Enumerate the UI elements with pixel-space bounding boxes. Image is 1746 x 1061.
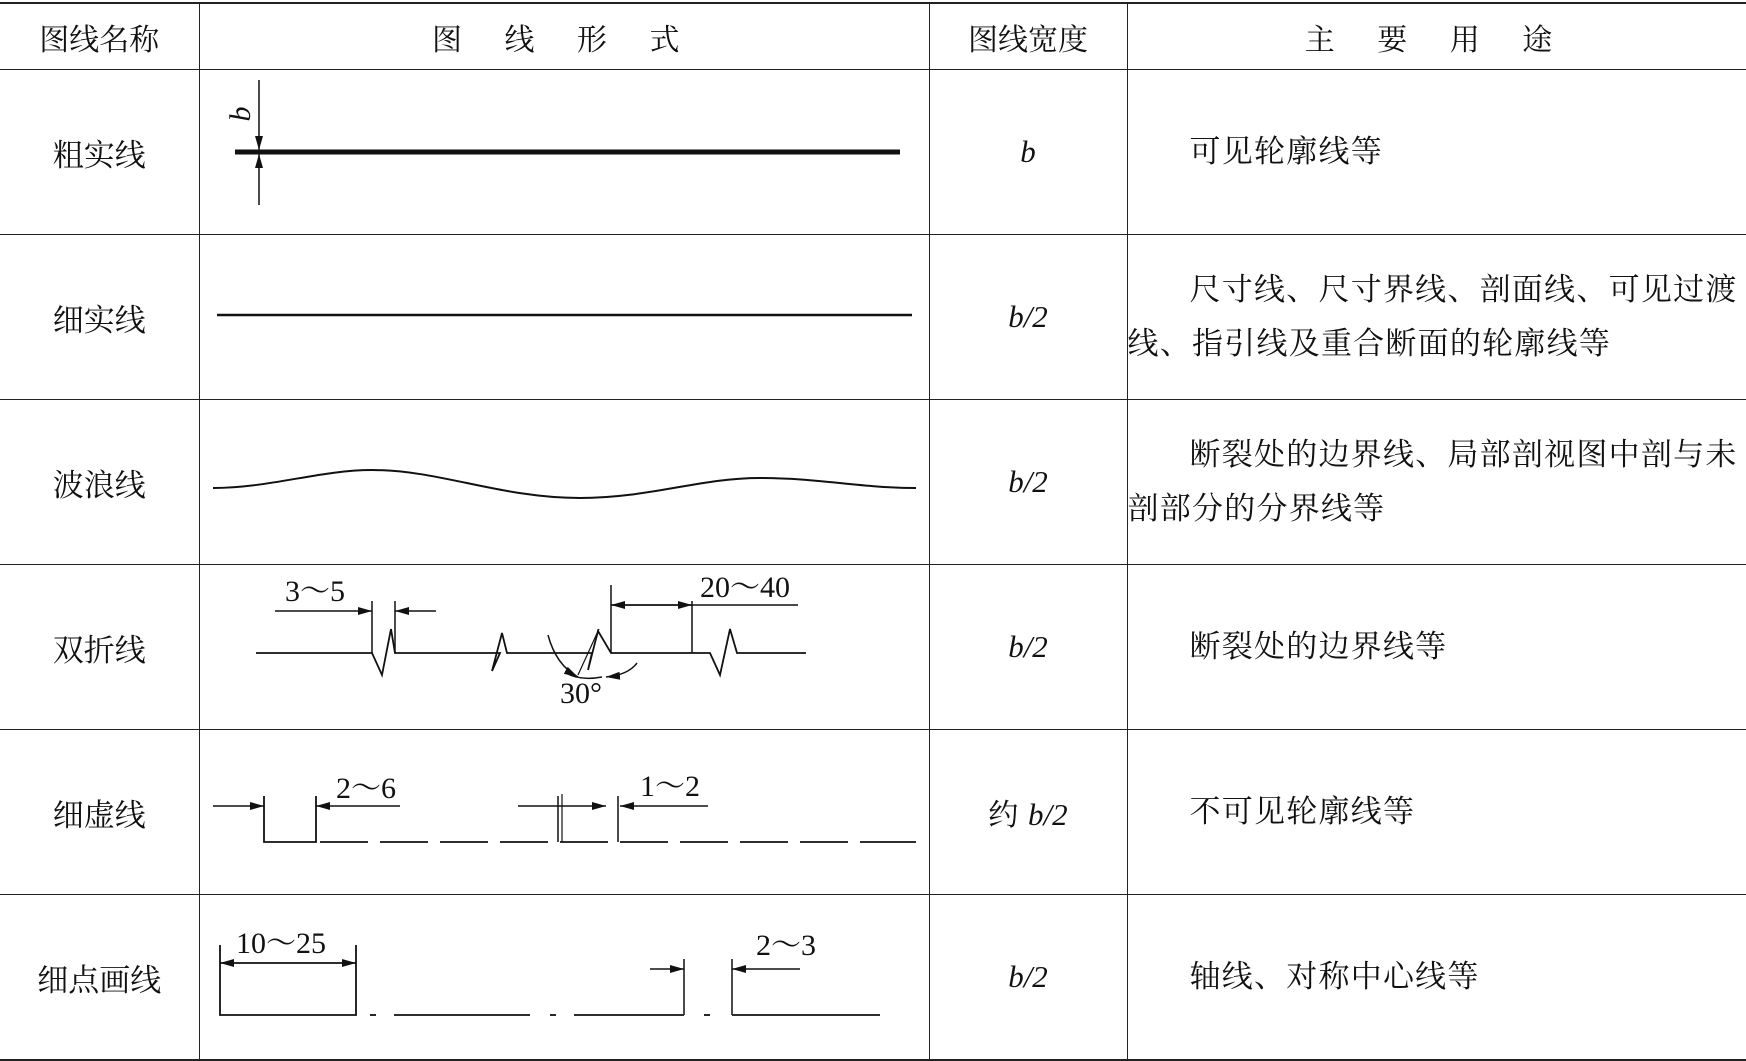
dimension-label-10-25: 10～25	[235, 927, 326, 960]
line-form-cell	[199, 565, 929, 730]
header-width: 图线宽度	[929, 3, 1127, 70]
line-width: b	[929, 70, 1127, 235]
line-usage: 断裂处的边界线、局部剖视图中剖与未剖部分的分界线等	[1127, 400, 1746, 565]
line-usage: 可见轮廓线等	[1127, 70, 1746, 235]
dimension-label-20-40: 20～40	[699, 571, 790, 604]
table-row	[0, 730, 1746, 895]
line-width: b/2	[929, 235, 1127, 400]
dimension-label-b: b	[223, 106, 257, 122]
line-name: 细实线	[0, 235, 199, 400]
table-row	[0, 400, 1746, 565]
header-name: 图线名称	[0, 3, 199, 70]
line-form-cell	[199, 400, 929, 565]
table-row	[0, 70, 1746, 235]
line-name: 双折线	[0, 565, 199, 730]
dimension-label-1-2: 1～2	[639, 770, 700, 803]
dimension-label-2-3: 2～3	[755, 929, 816, 962]
line-usage: 断裂处的边界线等	[1127, 565, 1746, 730]
header-row	[0, 3, 1746, 70]
line-form-cell	[199, 730, 929, 895]
line-width: b/2	[929, 895, 1127, 1061]
line-form-cell	[199, 70, 929, 235]
line-width: 约 b/2	[929, 730, 1127, 895]
wavy-line-drawing	[200, 400, 928, 564]
line-usage: 尺寸线、尺寸界线、剖面线、可见过渡线、指引线及重合断面的轮廓线等	[1127, 235, 1746, 400]
line-form-cell	[199, 895, 929, 1061]
header-usage: 主 要 用 途	[1127, 3, 1746, 70]
header-form: 图 线 形 式	[199, 3, 929, 70]
thin-dashed-line-drawing	[200, 730, 928, 894]
line-form-cell	[199, 235, 929, 400]
dimension-label-2-6: 2～6	[335, 772, 396, 805]
dimension-label-3-5: 3～5	[284, 575, 345, 608]
line-name: 细点画线	[0, 895, 199, 1061]
line-name: 细虚线	[0, 730, 199, 895]
thick-solid-line-drawing	[200, 70, 928, 234]
line-name: 粗实线	[0, 70, 199, 235]
table-row	[0, 895, 1746, 1061]
line-width: b/2	[929, 400, 1127, 565]
line-usage: 不可见轮廓线等	[1127, 730, 1746, 895]
table-row	[0, 565, 1746, 730]
line-type-table	[0, 2, 1746, 1061]
zigzag-line-sample	[256, 629, 806, 675]
line-name: 波浪线	[0, 400, 199, 565]
wavy-line-sample	[213, 470, 916, 498]
angle-label-30: 30°	[559, 677, 602, 710]
thin-solid-line-drawing	[200, 235, 928, 399]
line-width: b/2	[929, 565, 1127, 730]
thin-dash-dot-line-drawing	[200, 895, 928, 1059]
line-usage: 轴线、对称中心线等	[1127, 895, 1746, 1061]
double-break-line-drawing	[200, 565, 928, 729]
table-row	[0, 235, 1746, 400]
